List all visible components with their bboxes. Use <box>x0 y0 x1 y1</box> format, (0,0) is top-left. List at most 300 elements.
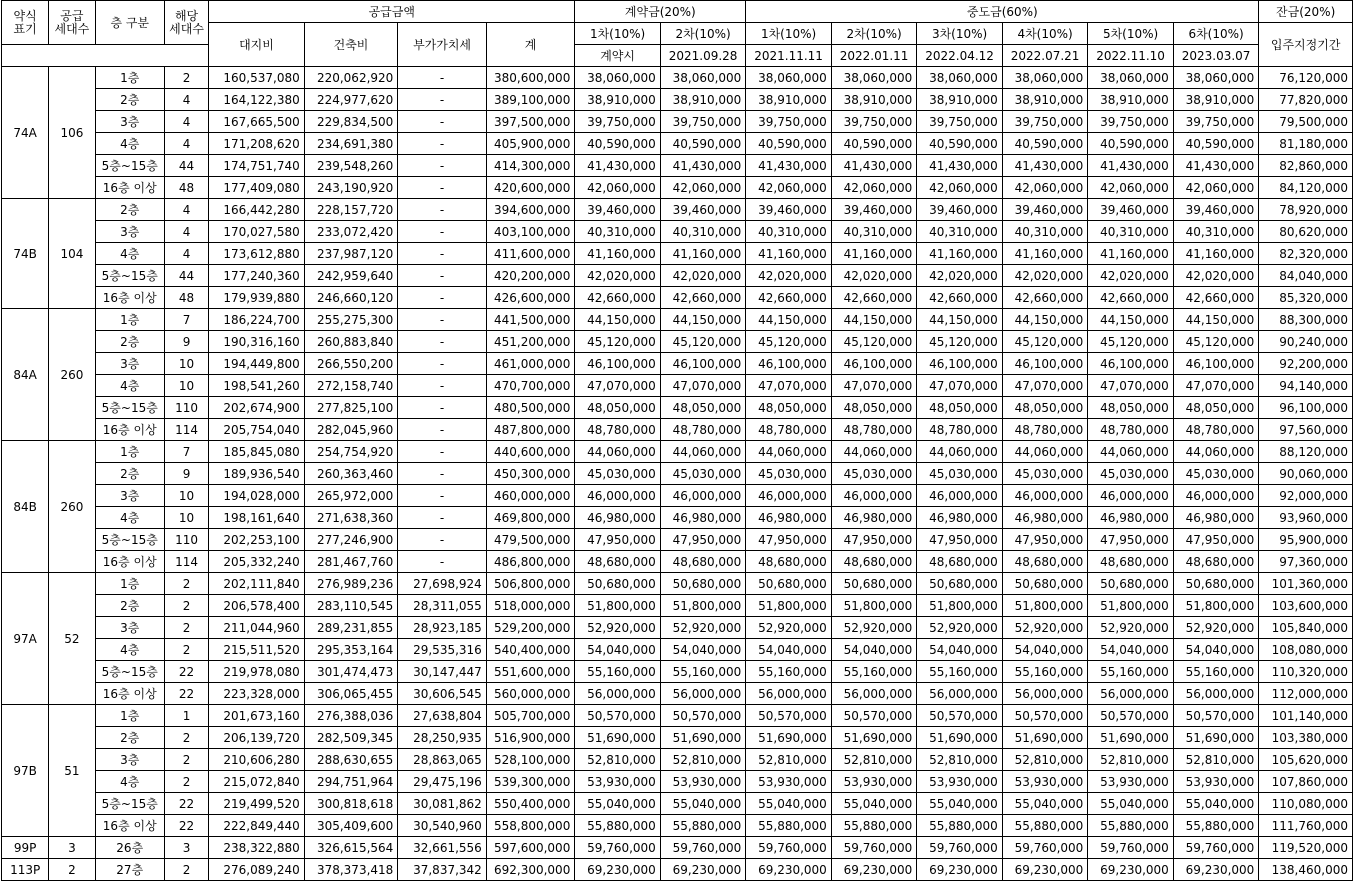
header-spacer <box>2 45 209 67</box>
cell-middle-3: 42,060,000 <box>917 177 1003 199</box>
cell-middle-3: 55,040,000 <box>917 793 1003 815</box>
cell-units: 10 <box>164 375 208 397</box>
cell-contract-1: 46,100,000 <box>575 353 661 375</box>
cell-land: 160,537,080 <box>209 67 305 89</box>
cell-vat: - <box>398 155 487 177</box>
cell-contract-1: 52,920,000 <box>575 617 661 639</box>
cell-units: 4 <box>164 243 208 265</box>
cell-middle-4: 59,760,000 <box>1002 837 1088 859</box>
cell-floor: 2층 <box>95 595 164 617</box>
cell-vat: 27,698,924 <box>398 573 487 595</box>
cell-building: 288,630,655 <box>304 749 398 771</box>
table-row <box>2 243 1353 265</box>
cell-floor: 26층 <box>95 837 164 859</box>
cell-land: 206,578,400 <box>209 595 305 617</box>
cell-middle-1: 50,680,000 <box>746 573 832 595</box>
cell-middle-5: 47,950,000 <box>1088 529 1174 551</box>
cell-balance: 82,320,000 <box>1259 243 1353 265</box>
cell-balance: 111,760,000 <box>1259 815 1353 837</box>
table-row <box>2 199 1353 221</box>
cell-land: 190,316,160 <box>209 331 305 353</box>
cell-vat: 28,923,185 <box>398 617 487 639</box>
cell-total: 551,600,000 <box>486 661 575 683</box>
header-middle-3: 3차(10%) <box>917 23 1003 45</box>
cell-vat: - <box>398 397 487 419</box>
cell-floor: 16층 이상 <box>95 683 164 705</box>
cell-balance: 110,080,000 <box>1259 793 1353 815</box>
cell-building: 282,045,960 <box>304 419 398 441</box>
table-row <box>2 749 1353 771</box>
cell-units: 2 <box>164 859 208 881</box>
cell-contract-1: 40,590,000 <box>575 133 661 155</box>
cell-land: 202,111,840 <box>209 573 305 595</box>
header-middle-1: 1차(10%) <box>746 23 832 45</box>
cell-middle-3: 69,230,000 <box>917 859 1003 881</box>
cell-land: 210,606,280 <box>209 749 305 771</box>
header-balance-date: 입주지정기간 <box>1259 23 1353 67</box>
cell-vat: - <box>398 199 487 221</box>
cell-vat: 27,638,804 <box>398 705 487 727</box>
cell-building: 277,246,900 <box>304 529 398 551</box>
cell-land: 238,322,880 <box>209 837 305 859</box>
cell-middle-1: 45,030,000 <box>746 463 832 485</box>
cell-land: 222,849,440 <box>209 815 305 837</box>
cell-middle-2: 56,000,000 <box>831 683 917 705</box>
cell-balance: 108,080,000 <box>1259 639 1353 661</box>
cell-middle-5: 46,000,000 <box>1088 485 1174 507</box>
cell-middle-6: 41,160,000 <box>1173 243 1259 265</box>
cell-units: 2 <box>164 727 208 749</box>
cell-building: 243,190,920 <box>304 177 398 199</box>
cell-middle-6: 45,030,000 <box>1173 463 1259 485</box>
cell-balance: 105,840,000 <box>1259 617 1353 639</box>
cell-middle-6: 39,750,000 <box>1173 111 1259 133</box>
cell-middle-2: 55,040,000 <box>831 793 917 815</box>
cell-building: 277,825,100 <box>304 397 398 419</box>
cell-contract-1: 46,980,000 <box>575 507 661 529</box>
cell-middle-5: 45,120,000 <box>1088 331 1174 353</box>
cell-middle-1: 44,060,000 <box>746 441 832 463</box>
header-middle-2: 2차(10%) <box>831 23 917 45</box>
cell-contract-2: 42,660,000 <box>660 287 746 309</box>
cell-floor: 5층~15층 <box>95 155 164 177</box>
cell-middle-2: 59,760,000 <box>831 837 917 859</box>
cell-units: 2 <box>164 595 208 617</box>
cell-balance: 92,000,000 <box>1259 485 1353 507</box>
cell-units: 2 <box>164 573 208 595</box>
header-supply-units: 공급 세대수 <box>49 1 95 45</box>
cell-middle-3: 48,050,000 <box>917 397 1003 419</box>
cell-total: 450,300,000 <box>486 463 575 485</box>
cell-land: 194,449,800 <box>209 353 305 375</box>
cell-middle-4: 38,060,000 <box>1002 67 1088 89</box>
cell-middle-5: 41,430,000 <box>1088 155 1174 177</box>
cell-building: 276,989,236 <box>304 573 398 595</box>
cell-building: 306,065,455 <box>304 683 398 705</box>
cell-building: 281,467,760 <box>304 551 398 573</box>
cell-units: 9 <box>164 331 208 353</box>
cell-middle-5: 44,150,000 <box>1088 309 1174 331</box>
cell-land: 215,072,840 <box>209 771 305 793</box>
cell-total: 692,300,000 <box>486 859 575 881</box>
table-row <box>2 397 1353 419</box>
cell-floor: 1층 <box>95 309 164 331</box>
cell-middle-2: 45,030,000 <box>831 463 917 485</box>
cell-middle-2: 55,160,000 <box>831 661 917 683</box>
cell-total: 405,900,000 <box>486 133 575 155</box>
cell-vat: 30,147,447 <box>398 661 487 683</box>
cell-floor: 5층~15층 <box>95 529 164 551</box>
cell-middle-1: 52,810,000 <box>746 749 832 771</box>
cell-middle-5: 56,000,000 <box>1088 683 1174 705</box>
cell-vat: 30,540,960 <box>398 815 487 837</box>
cell-middle-2: 38,910,000 <box>831 89 917 111</box>
header-contract: 계약금(20%) <box>575 1 746 23</box>
table-row <box>2 859 1353 881</box>
cell-middle-5: 42,020,000 <box>1088 265 1174 287</box>
cell-middle-6: 46,980,000 <box>1173 507 1259 529</box>
cell-middle-1: 55,160,000 <box>746 661 832 683</box>
table-row <box>2 793 1353 815</box>
cell-middle-2: 41,430,000 <box>831 155 917 177</box>
cell-supply-units: 260 <box>49 309 95 441</box>
cell-total: 529,200,000 <box>486 617 575 639</box>
cell-middle-3: 48,680,000 <box>917 551 1003 573</box>
cell-floor: 3층 <box>95 485 164 507</box>
cell-floor: 4층 <box>95 375 164 397</box>
table-row <box>2 837 1353 859</box>
cell-middle-5: 51,800,000 <box>1088 595 1174 617</box>
cell-middle-2: 44,060,000 <box>831 441 917 463</box>
cell-contract-2: 46,100,000 <box>660 353 746 375</box>
cell-land: 223,328,000 <box>209 683 305 705</box>
cell-units: 10 <box>164 507 208 529</box>
cell-balance: 90,240,000 <box>1259 331 1353 353</box>
cell-building: 220,062,920 <box>304 67 398 89</box>
header-middle-4-date: 2022.07.21 <box>1002 45 1088 67</box>
cell-total: 518,000,000 <box>486 595 575 617</box>
cell-contract-2: 44,060,000 <box>660 441 746 463</box>
cell-units: 114 <box>164 551 208 573</box>
cell-contract-1: 55,160,000 <box>575 661 661 683</box>
cell-middle-5: 50,680,000 <box>1088 573 1174 595</box>
cell-middle-4: 42,660,000 <box>1002 287 1088 309</box>
cell-middle-2: 41,160,000 <box>831 243 917 265</box>
cell-land: 166,442,280 <box>209 199 305 221</box>
cell-middle-3: 59,760,000 <box>917 837 1003 859</box>
table-row <box>2 639 1353 661</box>
cell-middle-4: 45,030,000 <box>1002 463 1088 485</box>
cell-contract-1: 51,690,000 <box>575 727 661 749</box>
cell-units: 114 <box>164 419 208 441</box>
cell-contract-2: 52,920,000 <box>660 617 746 639</box>
cell-total: 479,500,000 <box>486 529 575 551</box>
cell-contract-2: 55,040,000 <box>660 793 746 815</box>
cell-total: 540,400,000 <box>486 639 575 661</box>
table-row <box>2 705 1353 727</box>
cell-floor: 16층 이상 <box>95 419 164 441</box>
cell-middle-6: 56,000,000 <box>1173 683 1259 705</box>
cell-middle-1: 42,660,000 <box>746 287 832 309</box>
cell-contract-1: 69,230,000 <box>575 859 661 881</box>
cell-middle-1: 55,880,000 <box>746 815 832 837</box>
cell-middle-5: 51,690,000 <box>1088 727 1174 749</box>
cell-supply-units: 51 <box>49 705 95 837</box>
cell-middle-6: 39,460,000 <box>1173 199 1259 221</box>
cell-floor: 4층 <box>95 507 164 529</box>
cell-total: 420,600,000 <box>486 177 575 199</box>
cell-middle-1: 48,680,000 <box>746 551 832 573</box>
cell-vat: - <box>398 89 487 111</box>
cell-vat: - <box>398 441 487 463</box>
cell-vat: 37,837,342 <box>398 859 487 881</box>
cell-land: 173,612,880 <box>209 243 305 265</box>
cell-contract-2: 48,050,000 <box>660 397 746 419</box>
cell-middle-1: 59,760,000 <box>746 837 832 859</box>
cell-middle-3: 51,800,000 <box>917 595 1003 617</box>
cell-supply-units: 52 <box>49 573 95 705</box>
cell-total: 469,800,000 <box>486 507 575 529</box>
cell-middle-2: 46,000,000 <box>831 485 917 507</box>
cell-balance: 81,180,000 <box>1259 133 1353 155</box>
cell-building: 242,959,640 <box>304 265 398 287</box>
cell-total: 480,500,000 <box>486 397 575 419</box>
cell-contract-1: 42,020,000 <box>575 265 661 287</box>
cell-contract-2: 47,950,000 <box>660 529 746 551</box>
cell-middle-4: 56,000,000 <box>1002 683 1088 705</box>
cell-middle-6: 42,020,000 <box>1173 265 1259 287</box>
cell-land: 171,208,620 <box>209 133 305 155</box>
table-row <box>2 617 1353 639</box>
cell-middle-3: 45,030,000 <box>917 463 1003 485</box>
header-building: 건축비 <box>304 23 398 67</box>
cell-balance: 84,040,000 <box>1259 265 1353 287</box>
cell-contract-1: 52,810,000 <box>575 749 661 771</box>
cell-total: 403,100,000 <box>486 221 575 243</box>
header-middle-4: 4차(10%) <box>1002 23 1088 45</box>
cell-contract-2: 45,030,000 <box>660 463 746 485</box>
table-row <box>2 287 1353 309</box>
header-middle-6: 6차(10%) <box>1173 23 1259 45</box>
cell-total: 550,400,000 <box>486 793 575 815</box>
header-land: 대지비 <box>209 23 305 67</box>
cell-middle-1: 41,160,000 <box>746 243 832 265</box>
cell-contract-2: 52,810,000 <box>660 749 746 771</box>
cell-contract-1: 41,160,000 <box>575 243 661 265</box>
cell-balance: 112,000,000 <box>1259 683 1353 705</box>
table-row <box>2 331 1353 353</box>
cell-vat: - <box>398 265 487 287</box>
cell-middle-4: 50,680,000 <box>1002 573 1088 595</box>
cell-vat: - <box>398 375 487 397</box>
cell-balance: 88,120,000 <box>1259 441 1353 463</box>
cell-units: 4 <box>164 89 208 111</box>
cell-middle-4: 50,570,000 <box>1002 705 1088 727</box>
cell-land: 211,044,960 <box>209 617 305 639</box>
cell-contract-2: 50,680,000 <box>660 573 746 595</box>
cell-contract-1: 53,930,000 <box>575 771 661 793</box>
cell-middle-6: 45,120,000 <box>1173 331 1259 353</box>
cell-middle-3: 46,000,000 <box>917 485 1003 507</box>
cell-balance: 77,820,000 <box>1259 89 1353 111</box>
cell-vat: 28,863,065 <box>398 749 487 771</box>
cell-land: 205,754,040 <box>209 419 305 441</box>
cell-floor: 5층~15층 <box>95 397 164 419</box>
cell-total: 380,600,000 <box>486 67 575 89</box>
cell-middle-6: 46,000,000 <box>1173 485 1259 507</box>
price-table <box>1 0 1353 881</box>
cell-building: 233,072,420 <box>304 221 398 243</box>
header-type: 약식 표기 <box>2 1 49 45</box>
cell-units: 44 <box>164 155 208 177</box>
cell-units: 3 <box>164 837 208 859</box>
cell-floor: 16층 이상 <box>95 287 164 309</box>
cell-middle-6: 38,910,000 <box>1173 89 1259 111</box>
cell-contract-1: 41,430,000 <box>575 155 661 177</box>
cell-middle-1: 41,430,000 <box>746 155 832 177</box>
table-row <box>2 661 1353 683</box>
cell-building: 229,834,500 <box>304 111 398 133</box>
cell-units: 48 <box>164 177 208 199</box>
cell-units: 22 <box>164 683 208 705</box>
cell-building: 282,509,345 <box>304 727 398 749</box>
cell-middle-4: 48,050,000 <box>1002 397 1088 419</box>
cell-middle-6: 52,920,000 <box>1173 617 1259 639</box>
cell-middle-4: 48,680,000 <box>1002 551 1088 573</box>
cell-balance: 85,320,000 <box>1259 287 1353 309</box>
cell-vat: - <box>398 67 487 89</box>
cell-total: 420,200,000 <box>486 265 575 287</box>
cell-vat: - <box>398 309 487 331</box>
cell-middle-3: 52,920,000 <box>917 617 1003 639</box>
cell-middle-5: 46,100,000 <box>1088 353 1174 375</box>
cell-middle-3: 48,780,000 <box>917 419 1003 441</box>
cell-contract-2: 51,690,000 <box>660 727 746 749</box>
cell-contract-2: 40,590,000 <box>660 133 746 155</box>
cell-middle-2: 39,460,000 <box>831 199 917 221</box>
cell-floor: 1층 <box>95 573 164 595</box>
cell-middle-6: 48,050,000 <box>1173 397 1259 419</box>
cell-land: 189,936,540 <box>209 463 305 485</box>
cell-contract-1: 39,750,000 <box>575 111 661 133</box>
cell-middle-6: 59,760,000 <box>1173 837 1259 859</box>
header-middle-5-date: 2022.11.10 <box>1088 45 1174 67</box>
table-row <box>2 683 1353 705</box>
cell-contract-2: 40,310,000 <box>660 221 746 243</box>
cell-middle-4: 52,810,000 <box>1002 749 1088 771</box>
cell-middle-3: 44,060,000 <box>917 441 1003 463</box>
cell-balance: 84,120,000 <box>1259 177 1353 199</box>
cell-contract-1: 50,570,000 <box>575 705 661 727</box>
cell-middle-6: 40,310,000 <box>1173 221 1259 243</box>
table-row <box>2 727 1353 749</box>
cell-middle-6: 40,590,000 <box>1173 133 1259 155</box>
table-row <box>2 815 1353 837</box>
cell-land: 177,409,080 <box>209 177 305 199</box>
cell-land: 194,028,000 <box>209 485 305 507</box>
cell-middle-1: 47,950,000 <box>746 529 832 551</box>
cell-total: 441,500,000 <box>486 309 575 331</box>
cell-middle-1: 42,020,000 <box>746 265 832 287</box>
cell-middle-5: 55,160,000 <box>1088 661 1174 683</box>
cell-vat: - <box>398 507 487 529</box>
cell-balance: 92,200,000 <box>1259 353 1353 375</box>
cell-middle-3: 46,100,000 <box>917 353 1003 375</box>
header-contract-2: 2차(10%) <box>660 23 746 45</box>
cell-middle-2: 44,150,000 <box>831 309 917 331</box>
cell-contract-1: 47,070,000 <box>575 375 661 397</box>
cell-land: 185,845,080 <box>209 441 305 463</box>
cell-land: 219,499,520 <box>209 793 305 815</box>
cell-middle-6: 54,040,000 <box>1173 639 1259 661</box>
cell-middle-2: 50,570,000 <box>831 705 917 727</box>
cell-contract-2: 45,120,000 <box>660 331 746 353</box>
header-middle-2-date: 2022.01.11 <box>831 45 917 67</box>
cell-middle-1: 39,750,000 <box>746 111 832 133</box>
cell-total: 516,900,000 <box>486 727 575 749</box>
cell-middle-1: 44,150,000 <box>746 309 832 331</box>
cell-middle-5: 48,050,000 <box>1088 397 1174 419</box>
cell-building: 276,388,036 <box>304 705 398 727</box>
cell-balance: 95,900,000 <box>1259 529 1353 551</box>
cell-middle-2: 42,060,000 <box>831 177 917 199</box>
table-row <box>2 177 1353 199</box>
cell-middle-5: 46,980,000 <box>1088 507 1174 529</box>
cell-total: 389,100,000 <box>486 89 575 111</box>
cell-balance: 105,620,000 <box>1259 749 1353 771</box>
table-row <box>2 133 1353 155</box>
cell-middle-3: 52,810,000 <box>917 749 1003 771</box>
cell-middle-4: 44,060,000 <box>1002 441 1088 463</box>
cell-middle-5: 42,660,000 <box>1088 287 1174 309</box>
cell-floor: 3층 <box>95 221 164 243</box>
cell-total: 487,800,000 <box>486 419 575 441</box>
cell-units: 22 <box>164 793 208 815</box>
cell-middle-1: 51,690,000 <box>746 727 832 749</box>
cell-middle-5: 69,230,000 <box>1088 859 1174 881</box>
cell-vat: - <box>398 551 487 573</box>
cell-land: 198,161,640 <box>209 507 305 529</box>
cell-middle-3: 42,020,000 <box>917 265 1003 287</box>
cell-middle-4: 42,020,000 <box>1002 265 1088 287</box>
cell-land: 164,122,380 <box>209 89 305 111</box>
cell-middle-6: 52,810,000 <box>1173 749 1259 771</box>
cell-middle-4: 55,040,000 <box>1002 793 1088 815</box>
cell-middle-1: 52,920,000 <box>746 617 832 639</box>
cell-floor: 4층 <box>95 133 164 155</box>
cell-contract-1: 48,780,000 <box>575 419 661 441</box>
cell-contract-1: 48,680,000 <box>575 551 661 573</box>
cell-balance: 138,460,000 <box>1259 859 1353 881</box>
cell-supply-units: 104 <box>49 199 95 309</box>
cell-middle-4: 40,310,000 <box>1002 221 1088 243</box>
cell-floor: 3층 <box>95 749 164 771</box>
cell-middle-6: 48,680,000 <box>1173 551 1259 573</box>
cell-floor: 1층 <box>95 441 164 463</box>
cell-middle-2: 52,810,000 <box>831 749 917 771</box>
cell-middle-1: 69,230,000 <box>746 859 832 881</box>
cell-units: 2 <box>164 771 208 793</box>
cell-contract-1: 59,760,000 <box>575 837 661 859</box>
cell-middle-3: 45,120,000 <box>917 331 1003 353</box>
cell-balance: 93,960,000 <box>1259 507 1353 529</box>
cell-type: 97A <box>2 573 49 705</box>
cell-vat: 29,475,196 <box>398 771 487 793</box>
cell-units: 2 <box>164 67 208 89</box>
cell-vat: - <box>398 243 487 265</box>
cell-middle-3: 38,910,000 <box>917 89 1003 111</box>
cell-middle-4: 55,880,000 <box>1002 815 1088 837</box>
